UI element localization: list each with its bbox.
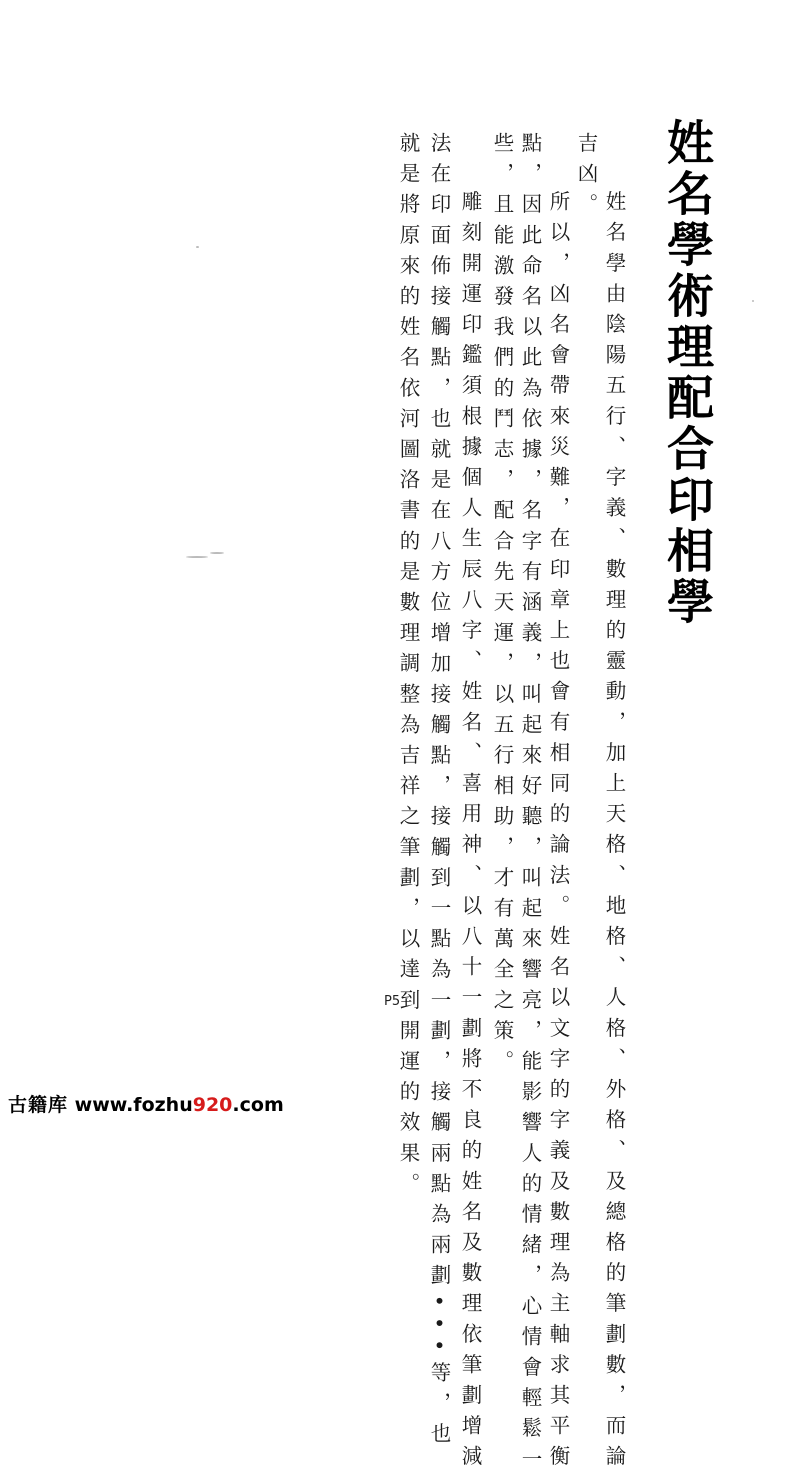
- scan-speck: [210, 552, 224, 554]
- text-column-7: 法在印面佈接觸點，也就是在八方位增加接觸點，接觸到一點為一劃，接觸兩點為兩劃•••等，也: [427, 132, 451, 1454]
- page-title: 姓名學術理配合印相學: [659, 118, 714, 628]
- footer-watermark: [8, 1090, 284, 1117]
- text-column-2: 吉凶。: [574, 132, 598, 224]
- text-column-8: 就是將原來的姓名依河圖洛書的是數理調整為吉祥之筆劃，以達到開運的效果。: [396, 132, 420, 1203]
- scan-speck: [196, 246, 199, 248]
- text-column-6: 雕刻開運印鑑須根據個人生辰八字、姓名、喜用神、以八十一劃將不良的姓名及數理依筆劃增減: [458, 160, 482, 1476]
- footer-url-accent: 920: [192, 1094, 233, 1116]
- text-column-1: 姓名學由陰陽五行、字義、數理的靈動，加上天格、地格、人格、外格、及總格的筆劃數，而論: [602, 160, 626, 1476]
- page-number: P5: [384, 994, 401, 1009]
- text-column-3: 所以，凶名會帶來災難，在印章上也會有相同的論法。姓名以文字的字義及數理為主軸求其平衡: [546, 160, 570, 1476]
- footer-url-suffix: .com: [232, 1094, 284, 1116]
- text-column-4: 點，因此命名以此為依據，名字有涵義，叫起來好聽，叫起來響亮，能影響人的情緒，心情會輕鬆一: [518, 132, 542, 1478]
- text-column-5: 些，且能激發我們的鬥志，配合先天運，以五行相助，才有萬全之策。: [490, 132, 514, 1081]
- scan-speck: [186, 556, 208, 558]
- footer-site-name: 古籍库: [8, 1094, 69, 1116]
- scan-speck: [752, 300, 754, 302]
- footer-url-prefix: www.fozhu: [74, 1094, 193, 1116]
